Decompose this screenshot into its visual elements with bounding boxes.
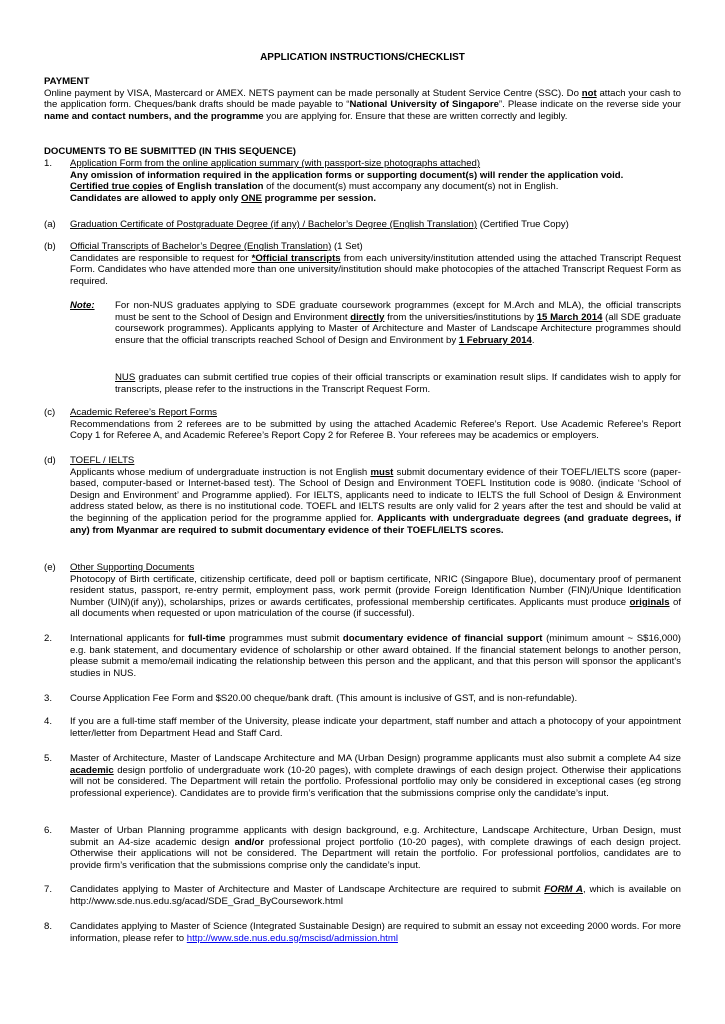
item-d-content: TOEFL / IELTS Applicants whose medium of undergraduate instruction is not English must submit documentary evidence of their TOEFL/IELTS score (paper-based, computer-based or Internet-based test). The School of Design and Environment TOEFL Institution code is 9080. (indicate ‘School of Design and Environment’ and Programme applied). For IELTS, applicants need to indicate to IELTS the full School of Design & Environment address stated below, as there is no institutional code. TOEFL and IELTS results are only valid for 2 years after the test and should be valid at the beginning of the application period for the programme applied for. Applicants with undergraduate degrees (and graduate degrees, if any) from Myanmar are required to submit documentary evidence of their TOEFL/IELTS scores.: [70, 455, 681, 536]
item-7-content: Candidates applying to Master of Architecture and Master of Landscape Architecture are required to submit FORM A, which is available on http://www.sde.nus.edu.sg/acad/SDE_Grad_ByCoursework.html: [70, 884, 681, 907]
omission-warning: Any omission of information required in the application forms or supporting document(s) will render the application void.: [70, 169, 624, 181]
item-8-label: 8.: [44, 921, 53, 932]
admission-link[interactable]: http://www.sde.nus.edu.sg/mscisd/admission.html: [186, 932, 398, 944]
payment-heading: PAYMENT: [44, 76, 90, 87]
item-2-label: 2.: [44, 633, 53, 644]
certified-note: Certified true copies of English translation of the document(s) must accompany any document(s) not in English.: [70, 181, 559, 193]
note-paragraph-1: For non-NUS graduates applying to SDE graduate coursework programmes (except for M.Arch and MLA), the official transcripts must be sent to the School of Design and Environment directly from the universities/institutions by 15 March 2014 (all SDE graduate coursework programmes). Applicants applying to Master of Architecture and Master of Landscape Architecture programmes should ensure that the official transcripts reached School of Design and Environment by 1 February 2014.: [115, 300, 682, 346]
item-6-content: Master of Urban Planning programme applicants with design background, e.g. Architecture, Landscape Architecture, Urban Design, must submit an A4-size academic design and/or professional project portfolio (10-20 pages), with complete drawings of each design project. Otherwise their applications will not be considered. The Department will retain the portfolio. For professional portfolios, candidates are to provide firm’s verification that the submissions comprise only the candidate’s input.: [70, 825, 682, 871]
item-d-label: (d): [44, 455, 56, 466]
item-e-content: Other Supporting Documents Photocopy of Birth certificate, citizenship certificate, deed poll or baptism certificate, NRIC (Singapore Blue), documentary proof of permanent resident status, passport, re-entry permit, employment pass, work permit (provide Foreign Identification Number (FIN)/Unique Identification Number (UIN)(if any)), scholarships, prizes or awards certificates, professional membership certificates. Applicants must produce originals of all documents when requested or upon matriculation of the course (if successful).: [70, 562, 681, 620]
item-7-label: 7.: [44, 884, 53, 895]
one-programme-note: Candidates are allowed to apply only ONE programme per session.: [70, 192, 377, 204]
item-a-label: (a): [44, 219, 56, 230]
item-1-number: 1.: [44, 158, 53, 169]
item-e-label: (e): [44, 562, 56, 573]
item-c-content: Academic Referee’s Report Forms Recommendations from 2 referees are to be submitted by using the attached Academic Referee’s Report. Use Academic Referee’s Report Copy 1 for Referee A, and Academic Referee’s Report Copy 2 for Referee B. Your referees may be academics or employers.: [70, 407, 681, 442]
item-4-label: 4.: [44, 716, 53, 727]
item-2-content: International applicants for full-time programmes must submit documentary evidence of financial support (minimum amount ~ S$16,000) e.g. bank statement, and documentary evidence of scholarship or other award obtained. If the financial statement belongs to another person, please submit a memo/email indicating the relationship between this person and the applicant, and that this person will sponsor the applicant’s studies in NUS.: [70, 633, 681, 679]
item-3-content: Course Application Fee Form and $S20.00 cheque/bank draft. (This amount is inclusive of GST, and is non-refundable).: [70, 693, 578, 704]
item-c-label: (c): [44, 407, 56, 418]
form-a-label: FORM A: [544, 884, 583, 895]
item-a-content: Graduation Certificate of Postgraduate Degree (if any) / Bachelor’s Degree (English Translation) (Certified True Copy): [70, 219, 569, 230]
item-b-label: (b): [44, 241, 56, 252]
item-5-content: Master of Architecture, Master of Landscape Architecture and MA (Urban Design) programme applicants must also submit a complete A4 size academic design portfolio of undergraduate work (10-20 pages), with complete drawings of each design project. Otherwise their applications will not be considered. The Department will retain the portfolio. Professional portfolio may only be considered in exceptional cases (eg strong professional experience). Candidates are to provide firm’s verification that the submissions comprise only the candidate’s input.: [70, 753, 681, 799]
item-4-content: If you are a full-time staff member of the University, please indicate your department, staff number and attach a photocopy of your appointment letter/letter from Department Head and Staff Card.: [70, 716, 681, 739]
page-title: APPLICATION INSTRUCTIONS/CHECKLIST: [260, 52, 465, 63]
documents-heading: DOCUMENTS TO BE SUBMITTED (IN THIS SEQUENCE): [44, 146, 296, 157]
item-6-label: 6.: [44, 825, 53, 836]
payment-section: [44, 76, 681, 122]
payment-text: Online payment by VISA, Mastercard or AMEX. NETS payment can be made personally at Student Service Centre (SSC). Do not attach your cash to the application form. Cheques/bank drafts should be made payable to “National University of Singapore”. Please indicate on the reverse side your name and contact numbers, and the programme you are applying for. Ensure that these are written correctly and legibly.: [44, 87, 682, 122]
item-1-content: [70, 158, 681, 204]
item-b-content: Official Transcripts of Bachelor’s Degree (English Translation) (1 Set) Candidates are responsible to request for *Official transcripts from each university/institution attended using the attached Transcript Request Form. Candidates who have attended more than one university/institution should make photocopies of the attached Transcript Request Form as required.: [70, 241, 681, 287]
item-5-label: 5.: [44, 753, 53, 764]
application-form-title: Application Form from the online application summary (with passport-size photographs attached): [70, 158, 481, 169]
item-3-label: 3.: [44, 693, 53, 704]
item-8-content: Candidates applying to Master of Science (Integrated Sustainable Design) are required to submit an essay not exceeding 2000 words. For more information, please refer to http://www.sde.nus.edu.sg/mscisd/admission.html: [70, 921, 681, 944]
note-paragraph-2: NUS graduates can submit certified true copies of their official transcripts or examination result slips. If candidates wish to apply for transcripts, please refer to the instructions in the Transcript Request Form.: [115, 372, 681, 395]
note-label: Note:: [70, 300, 95, 311]
